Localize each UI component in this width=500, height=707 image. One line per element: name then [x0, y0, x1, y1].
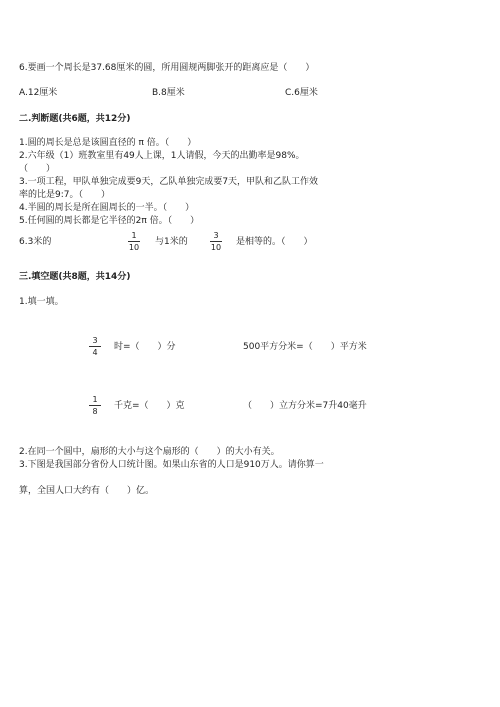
question-6-stem: 6.要画一个周长是37.68厘米的圆，所用圆规两脚张开的距离应是（ ） — [19, 63, 315, 73]
tf-item-5: 5.任何圆的周长都是它半径的2π 倍。（ ） — [19, 216, 200, 226]
tf-item-1: 1.圆的周长是总是该圆直径的 π 倍。（ ） — [19, 138, 197, 148]
fraction-denominator: 4 — [92, 348, 98, 357]
question-6-option-c: C.6厘米 — [285, 88, 318, 98]
section-2-title: 二.判断题(共6题，共12分) — [19, 114, 131, 124]
tf-item-2: 2.六年级（1）班教室里有49人上课，1人请假，今天的出勤率是98%。 — [19, 151, 305, 161]
fraction-denominator: 10 — [128, 243, 140, 252]
fill-3-text: 千克=（ ）克 — [114, 401, 185, 411]
tf-item-6-prefix: 6.3米的 — [19, 237, 52, 247]
fill-3-fraction — [89, 395, 101, 416]
fraction-numerator: 3 — [89, 336, 101, 347]
tf-item-6-suffix: 是相等的。（ ） — [236, 237, 313, 247]
tf-item-6-fraction-2 — [210, 231, 222, 252]
fill-q2: 2.在同一个圆中，扇形的大小与这个扇形的（ ）的大小有关。 — [19, 447, 280, 457]
fill-q1-title: 1.填一填。 — [19, 297, 64, 307]
tf-item-3: 3.一项工程，甲队单独完成要9天，乙队单独完成要7天，甲队和乙队工作效 — [19, 177, 319, 187]
fill-4-text: （ ）立方分米=7升40毫升 — [243, 401, 367, 411]
fraction-numerator: 1 — [89, 395, 101, 406]
tf-item-3-cont: 率的比是9:7。（ ） — [19, 190, 110, 200]
fill-q3-line-2: 算，全国人口大约有（ ）亿。 — [19, 486, 155, 496]
question-6-option-a: A.12厘米 — [19, 88, 58, 98]
fraction-denominator: 10 — [210, 243, 222, 252]
fill-1-fraction — [89, 336, 101, 357]
fill-2-text: 500平方分米=（ ）平方米 — [243, 342, 367, 352]
fill-1-text: 时=（ ）分 — [114, 342, 176, 352]
fraction-numerator: 1 — [128, 231, 140, 242]
tf-item-4: 4.半圆的周长是所在圆周长的一半。（ ） — [19, 203, 195, 213]
question-6-option-b: B.8厘米 — [152, 88, 185, 98]
section-3-title: 三.填空题(共8题，共14分) — [19, 272, 131, 282]
fraction-denominator: 8 — [92, 407, 98, 416]
fraction-numerator: 3 — [210, 231, 222, 242]
fill-q3-line-1: 3.下图是我国部分省份人口统计图。如果山东省的人口是910万人。请你算一 — [19, 460, 324, 470]
tf-item-6-fraction-1 — [128, 231, 140, 252]
tf-item-2-paren: （ ） — [19, 164, 56, 174]
tf-item-6-middle: 与1米的 — [155, 237, 188, 247]
